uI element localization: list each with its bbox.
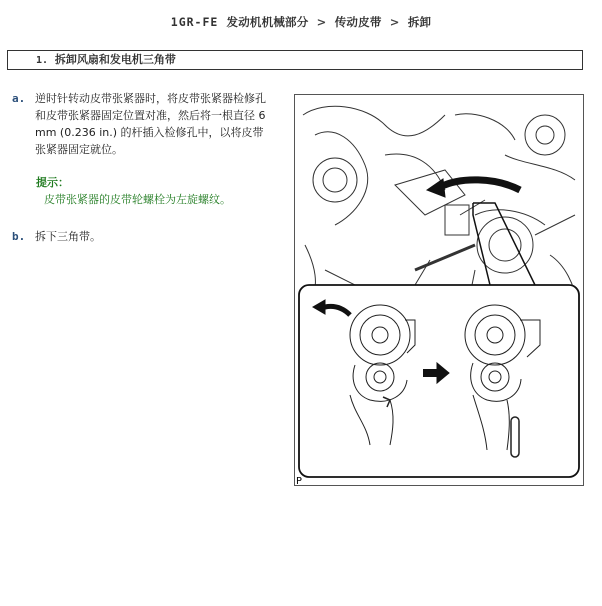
breadcrumb-drive-belt[interactable]: 传动皮带 [334,15,382,29]
step-text [35,90,266,158]
engine-drawing [295,95,583,485]
section-heading [7,50,583,70]
step-text [35,228,101,245]
section-title: 拆卸风扇和发电机三角带 [54,53,176,66]
step-line: mm (0.236 in.) 的杆插入检修孔中，以将皮带 [35,126,264,139]
page-header [0,14,602,30]
belt-tensioner-illustration [294,94,584,486]
leader-line [473,203,490,285]
step-letter: a. [12,92,26,105]
figure-label: P [296,476,303,487]
breadcrumb-removal: 拆卸 [407,15,432,29]
step-line: 和皮带张紧器固定位置对准，然后将一根直径 6 [35,109,266,122]
step-b [12,228,292,248]
section-number: 1. [36,55,49,66]
breadcrumb-separator: > [389,15,400,29]
rotation-arrow [427,179,520,197]
step-letter: b. [12,230,26,243]
step-line: 张紧器固定就位。 [35,143,123,156]
hint-body: 皮带张紧器的皮带轮螺栓为左旋螺纹。 [44,193,231,206]
step-a [12,90,292,160]
hint-title: 提示： [36,176,69,189]
breadcrumb-separator: > [316,15,327,29]
engine-model: 1GR-FE [170,15,219,29]
breadcrumb-engine-mechanical[interactable]: 发动机机械部分 [226,15,309,29]
step-line: 拆下三角带。 [35,230,101,243]
step-line: 逆时针转动皮带张紧器时，将皮带张紧器检修孔 [35,92,266,105]
